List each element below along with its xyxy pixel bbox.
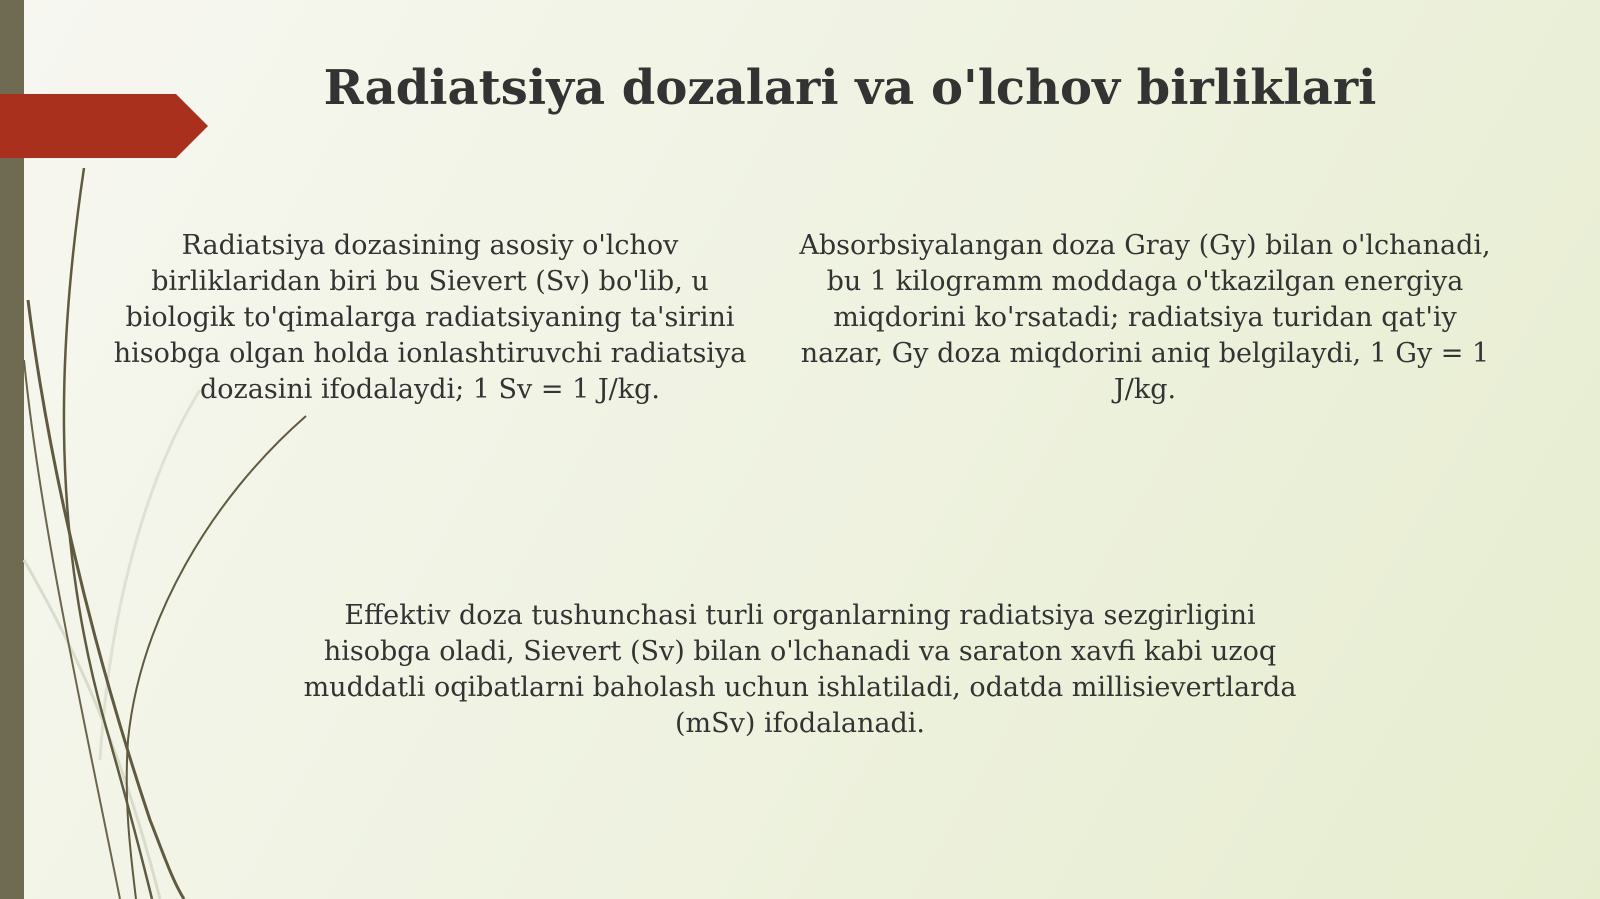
sievert-paragraph: Radiatsiya dozasining asosiy o'lchov birliklaridan biri bu Sievert (Sv) bo'lib, u biologik to'qimalarga radiatsiyaning ta'sirini hisobga olgan holda ionlashtiruvchi radiatsiya dozasini ifodalaydi; 1 Sv = 1 J/kg.	[113, 230, 747, 405]
grass-stroke-3	[24, 360, 120, 899]
red-arrow-banner	[0, 94, 208, 158]
grass-stroke-faint-1	[24, 560, 160, 899]
gray-paragraph: Absorbsiyalangan doza Gray (Gy) bilan o'lchanadi, bu 1 kilogramm moddaga o'tkazilgan energiya miqdorini ko'rsatadi; radiatsiya turidan qat'iy nazar, Gy doza miqdorini aniq belgilaydi, 1 Gy = 1 J/kg.	[799, 230, 1491, 405]
grass-stroke-faint-2	[100, 390, 200, 760]
effective-dose-paragraph: Effektiv doza tushunchasi turli organlarning radiatsiya sezgirligini hisobga oladi, Sievert (Sv) bilan o'lchanadi va saraton xavfi kabi uzoq muddatli oqibatlarni baholash uchun ishlatiladi, odatda millisievertlarda (mSv) ifodalanadi.	[303, 600, 1297, 739]
left-accent-bar	[0, 0, 24, 899]
slide-title: Radiatsiya dozalari va o'lchov birliklari	[323, 60, 1377, 116]
grass-stroke-4	[127, 416, 306, 899]
